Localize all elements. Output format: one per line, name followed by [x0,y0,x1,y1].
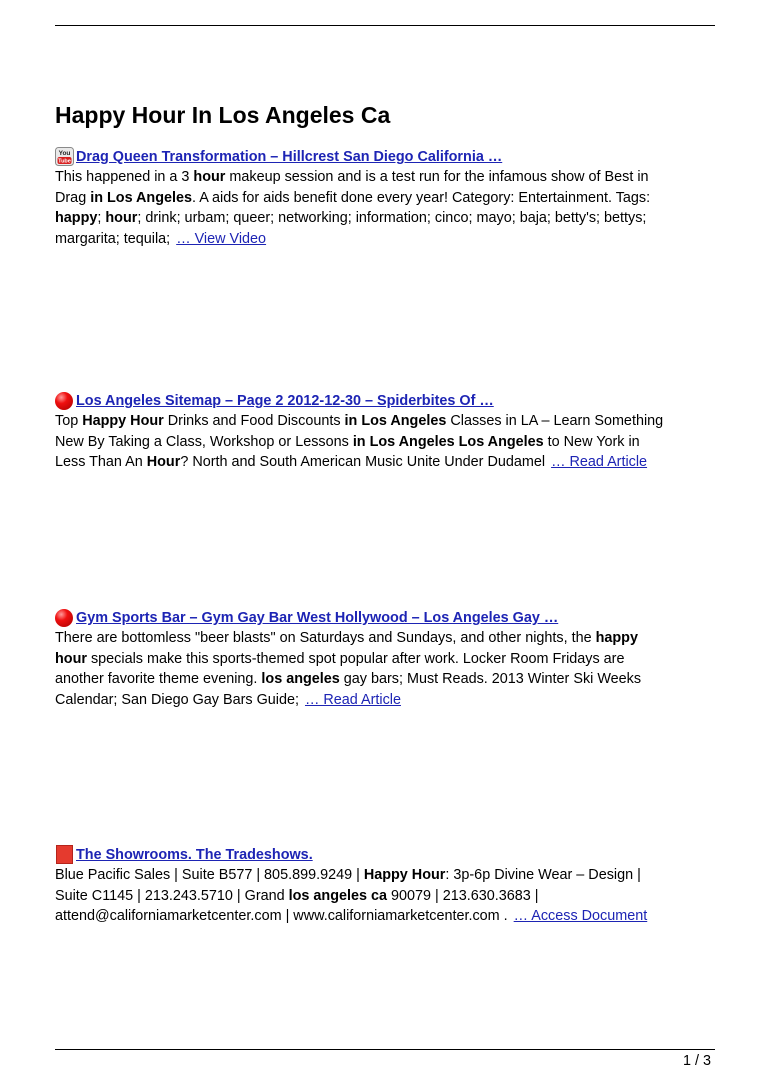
snippet-text: Drinks and Food Discounts [163,413,345,429]
read-more-link[interactable]: … Read Article [551,454,648,470]
snippet-line [55,669,720,690]
highlighted-term: los angeles [261,671,340,687]
snippet-text: attend@californiamarketcenter.com | www.californiamarketcenter.com . [55,908,508,924]
snippet-line [55,411,720,432]
entry-snippet [55,411,720,473]
snippet-line [55,906,720,927]
snippet-text: margarita; tequila; [55,230,171,247]
highlighted-term: los angeles ca [288,887,388,904]
snippet-text: ? North and South American Music Unite Under Dudamel [180,454,546,470]
highlighted-term: in Los Angeles [344,413,447,429]
snippet-text: . A aids for aids benefit done every year! Category: Entertainment. Tags: [192,189,651,206]
highlighted-term: Happy Hour [82,413,164,429]
youtube-icon [55,147,74,166]
snippet-text: There are bottomless "beer blasts" on Saturdays and Sundays, and other nights, the [55,630,596,646]
snippet-text: specials make this sports-themed spot popular after work. Locker Room Fridays are [86,650,625,667]
entry-snippet [55,628,720,710]
result-entry [55,845,720,927]
snippet-text: to New York in [543,433,640,450]
entry-title-row [55,608,720,628]
snippet-line [55,865,720,886]
read-more-link[interactable]: … Read Article [304,691,401,708]
entry-title-row [55,391,720,411]
snippet-text: Classes in LA – Learn Something [446,413,664,429]
snippet-text: ; [97,210,106,226]
result-entry [55,608,720,710]
entry-title-link[interactable]: Drag Queen Transformation – Hillcrest San Diego California … [76,149,503,165]
snippet-text: Drag [55,189,91,206]
highlighted-term: Hour [146,454,181,470]
snippet-line [55,452,720,473]
highlighted-term: happy [55,210,98,226]
snippet-text: Suite C1145 | 213.243.5710 | Grand [55,887,289,904]
snippet-text: This happened in a 3 [55,169,194,185]
header-rule [55,25,715,26]
snippet-text: : 3p-6p Divine Wear – Design | [445,867,641,883]
svg-text:Tube: Tube [58,158,71,165]
snippet-line [55,432,720,453]
snippet-text: Top [55,413,83,429]
highlighted-term: hour [55,650,87,667]
red-ball-icon [55,392,73,410]
highlighted-term: happy [595,630,638,646]
snippet-line [55,886,720,907]
snippet-line [55,690,720,711]
snippet-text: Less Than An [55,454,147,470]
entry-snippet [55,167,720,249]
snippet-line [55,229,720,250]
svg-text:You: You [58,150,71,157]
page-number: 1 / 3 [682,1053,711,1069]
snippet-line [55,649,720,670]
result-entry [55,147,720,249]
snippet-text: another favorite theme evening. [55,671,262,687]
snippet-text: Calendar; San Diego Gay Bars Guide; [55,691,299,708]
entry-title-link[interactable]: Gym Sports Bar – Gym Gay Bar West Hollywood – Los Angeles Gay … [76,610,559,626]
snippet-line [55,208,720,229]
read-more-link[interactable]: … Access Document [513,908,648,924]
document-icon [56,845,73,864]
snippet-line [55,188,720,209]
snippet-line [55,628,720,649]
entry-title-link[interactable]: The Showrooms. The Tradeshows. [76,847,313,863]
highlighted-term: in Los Angeles [90,189,193,206]
snippet-line [55,167,720,188]
highlighted-term: Happy Hour [363,867,446,883]
highlighted-term: hour [105,210,138,226]
snippet-text: New By Taking a Class, Workshop or Lessons [55,433,353,450]
red-ball-icon [55,609,73,627]
result-entry [55,391,720,473]
entry-title-row [55,147,720,167]
snippet-text: makeup session and is a test run for the infamous show of Best in [225,169,649,185]
entry-title-row [55,845,720,865]
snippet-text: ; drink; urbam; queer; networking; information; cinco; mayo; baja; betty's; bettys; [137,210,647,226]
entry-snippet [55,865,720,927]
read-more-link[interactable]: … View Video [176,230,267,247]
snippet-text: 90079 | 213.630.3683 | [387,887,539,904]
snippet-text: gay bars; Must Reads. 2013 Winter Ski Weeks [339,671,642,687]
entry-title-link[interactable]: Los Angeles Sitemap – Page 2 2012-12-30 – Spiderbites Of … [76,393,494,409]
page-title: Happy Hour In Los Angeles Ca [55,102,391,128]
highlighted-term: hour [193,169,226,185]
snippet-text: Blue Pacific Sales | Suite B577 | 805.899.9249 | [55,867,364,883]
highlighted-term: in Los Angeles Los Angeles [352,433,544,450]
footer-rule [55,1049,715,1050]
